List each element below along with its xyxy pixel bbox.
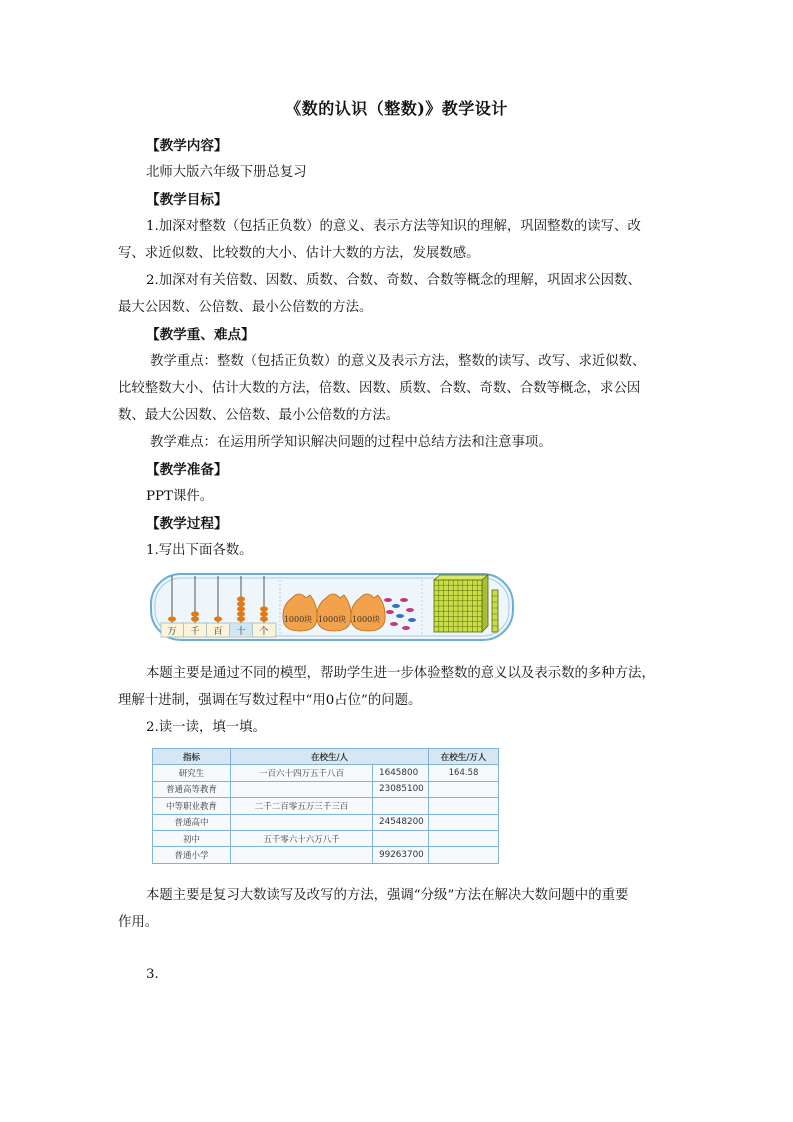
goal-1-line-2: 写、求近似数、比较数的大小、估计大数的方法，发展数感。	[118, 246, 480, 261]
bag-label-1: 1000块	[283, 615, 313, 624]
row-reading	[231, 781, 373, 797]
goal-1-line-1: 1.加深对整数（包括正负数）的意义、表示方法等知识的理解，巩固整数的读写、改	[146, 219, 641, 234]
enrollment-table	[152, 748, 498, 864]
heading-content: 【教学内容】	[146, 138, 228, 154]
step-2-title: 2.读一读，填一填。	[146, 720, 266, 735]
step-2-note-line-2: 作用。	[118, 915, 159, 930]
heading-keypoints: 【教学重、难点】	[146, 327, 255, 343]
prep-text: PPT课件。	[146, 489, 214, 504]
row-wan	[429, 781, 499, 797]
row-name: 普通高等教育	[153, 781, 231, 797]
row-reading: 一百六十四万五千八百	[231, 765, 373, 781]
row-reading	[231, 814, 373, 830]
step-1-title: 1.写出下面各数。	[146, 543, 253, 558]
header-students-person: 在校生/人	[231, 749, 429, 765]
table-row	[153, 798, 499, 814]
heading-prep: 【教学准备】	[146, 462, 228, 478]
row-number	[373, 830, 429, 846]
step-1-note-line-1: 本题主要是通过不同的模型，帮助学生进一步体验整数的意义以及表示数的多种方法，	[146, 666, 655, 681]
heading-process: 【教学过程】	[146, 516, 228, 532]
bag-label-2: 1000块	[317, 615, 347, 624]
table-row	[153, 765, 499, 781]
row-reading: 二千二百零五万三千三百	[231, 798, 373, 814]
abacus-label-wan: 万	[167, 627, 177, 637]
row-wan: 164.58	[429, 765, 499, 781]
header-students-wan: 在校生/万人	[429, 749, 499, 765]
row-number: 99263700	[373, 847, 429, 863]
bag-label-3: 1000块	[351, 615, 381, 624]
heading-goals: 【教学目标】	[146, 192, 228, 208]
content-text: 北师大版六年级下册总复习	[146, 165, 307, 180]
abacus-label-ge: 个	[259, 627, 269, 637]
row-wan	[429, 798, 499, 814]
cube-blocks	[434, 575, 498, 632]
number-model-illustration	[150, 570, 514, 644]
row-name: 研究生	[153, 765, 231, 781]
row-number: 1645800	[373, 765, 429, 781]
difficulty-line: 教学难点：在运用所学知识解决问题的过程中总结方法和注意事项。	[150, 435, 552, 450]
row-name: 普通高中	[153, 814, 231, 830]
header-indicator: 指标	[153, 749, 231, 765]
table-row	[153, 830, 499, 846]
keypoint-line-1: 教学重点：整数（包括正负数）的意义及表示方法，整数的读写、改写、求近似数、	[150, 354, 646, 369]
table-row	[153, 847, 499, 863]
keypoint-line-2: 比较整数大小、估计大数的方法，倍数、因数、质数、合数、奇数、合数等概念，求公因	[118, 381, 641, 396]
step-1-note-line-2: 理解十进制，强调在写数过程中“用0占位”的问题。	[118, 693, 422, 708]
row-name: 初中	[153, 830, 231, 846]
goal-2-line-2: 最大公因数、公倍数、最小公倍数的方法。	[118, 300, 373, 315]
row-name: 中等职业教育	[153, 798, 231, 814]
row-name: 普通小学	[153, 847, 231, 863]
money-bags	[283, 594, 385, 631]
row-wan	[429, 830, 499, 846]
row-reading	[231, 847, 373, 863]
row-reading: 五千零六十六万八千	[231, 830, 373, 846]
table-row	[153, 814, 499, 830]
step-3-title: 3.	[146, 967, 159, 982]
abacus-label-shi: 十	[236, 627, 246, 637]
table-row	[153, 781, 499, 797]
row-wan	[429, 814, 499, 830]
step-2-note-line-1: 本题主要是复习大数读写及改写的方法，强调“分级”方法在解决大数问题中的重要	[146, 888, 629, 903]
row-number	[373, 798, 429, 814]
row-number: 23085100	[373, 781, 429, 797]
keypoint-line-3: 数、最大公因数、公倍数、最小公倍数的方法。	[118, 408, 400, 423]
goal-2-line-1: 2.加深对有关倍数、因数、质数、合数、奇数、合数等概念的理解，巩固求公因数、	[146, 273, 641, 288]
row-number: 24548200	[373, 814, 429, 830]
row-wan	[429, 847, 499, 863]
document-title: 《数的认识（整数)》教学设计	[285, 99, 508, 118]
table-header-row	[153, 749, 499, 765]
abacus-label-bai: 百	[213, 627, 223, 637]
abacus-label-qian: 千	[190, 627, 200, 637]
